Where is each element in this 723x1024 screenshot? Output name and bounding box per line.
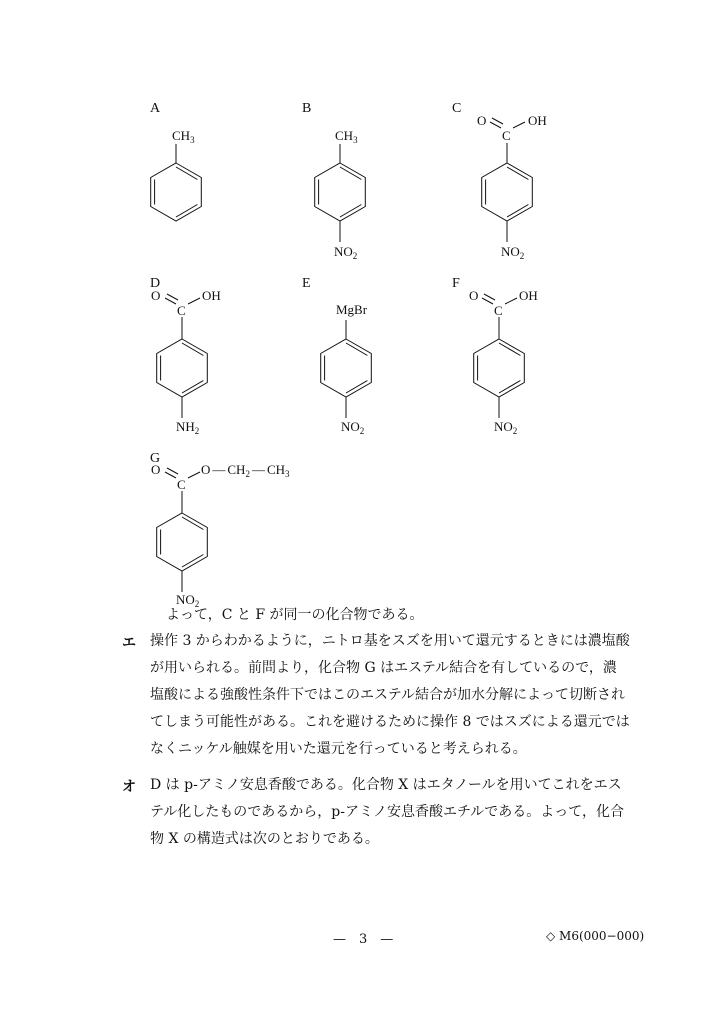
carbonyl-oxygen: O [477, 113, 487, 128]
text-line: なくニッケル触媒を用いた還元を行っていると考えられる。 [150, 741, 527, 757]
text-line: が用いられる。前問より，化合物 G はエステル結合を有しているので，濃 [150, 660, 617, 676]
compound-label-e: E [302, 276, 311, 291]
carboxyl-carbon: C [494, 303, 503, 318]
text-line: 物 X の構造式は次のとおりである。 [150, 831, 379, 847]
carbonyl-oxygen: O [151, 288, 161, 303]
methyl-group: $CH_3$ [172, 128, 195, 145]
hydroxyl-group: OH [202, 288, 221, 303]
benzene-ring-e [321, 320, 372, 418]
nitro-group: $NO_2$ [334, 244, 358, 261]
text-line: 塩酸による強酸性条件下ではこのエステル結合が加水分解によって切断され [150, 687, 626, 703]
hydroxyl-group: OH [528, 113, 547, 128]
nitro-group: $NO_2$ [176, 592, 200, 609]
section-e-marker: エ [122, 635, 136, 651]
carbonyl-oxygen: O [469, 288, 479, 303]
nitro-group: $NO_2$ [341, 419, 365, 436]
text-line: てしまう可能性がある。これを避けるために操作 8 ではスズによる還元では [150, 714, 630, 730]
nitro-group: $NO_2$ [501, 244, 525, 261]
benzene-ring-b [315, 144, 366, 242]
carbonyl-oxygen: O [151, 462, 161, 477]
nitro-group: $NO_2$ [494, 419, 518, 436]
compound-label-b: B [302, 101, 312, 116]
text-line: テル化したものであるから，p-アミノ安息香酸エチルである。よって，化合 [150, 804, 625, 820]
section-o-paragraph [150, 772, 630, 853]
methyl-group: $CH_3$ [335, 128, 358, 145]
compound-label-a: A [150, 101, 161, 116]
text-line: D は p-アミノ安息香酸である。化合物 X はエタノールを用いてこれをエス [150, 777, 622, 793]
compound-label-g: G [150, 451, 161, 466]
benzene-ring-a [151, 144, 202, 221]
text-line: 操作 3 からわかるように，ニトロ基をスズを用いて還元するときには濃塩酸 [150, 633, 630, 649]
amino-group: $NH_2$ [176, 419, 200, 436]
compound-label-c: C [452, 101, 462, 116]
carboxyl-carbon: C [502, 128, 511, 143]
section-e-paragraph [150, 628, 630, 763]
ethyl-ester-chain: O — $CH_2$ — $CH_3$ [201, 462, 290, 479]
compound-label-d: D [150, 276, 161, 291]
carboxyl-carbon: C [177, 477, 186, 492]
conclusion-text: よって，C と F が同一の化合物である。 [166, 607, 424, 623]
magnesium-bromide-group: MgBr [336, 302, 368, 317]
hydroxyl-group: OH [519, 288, 538, 303]
carboxyl-carbon: C [177, 303, 186, 318]
compound-label-f: F [452, 276, 460, 291]
document-code: ◇ M6(000−000) [546, 929, 645, 943]
page-number: — 3 — [333, 932, 394, 947]
section-o-marker: オ [122, 779, 136, 795]
